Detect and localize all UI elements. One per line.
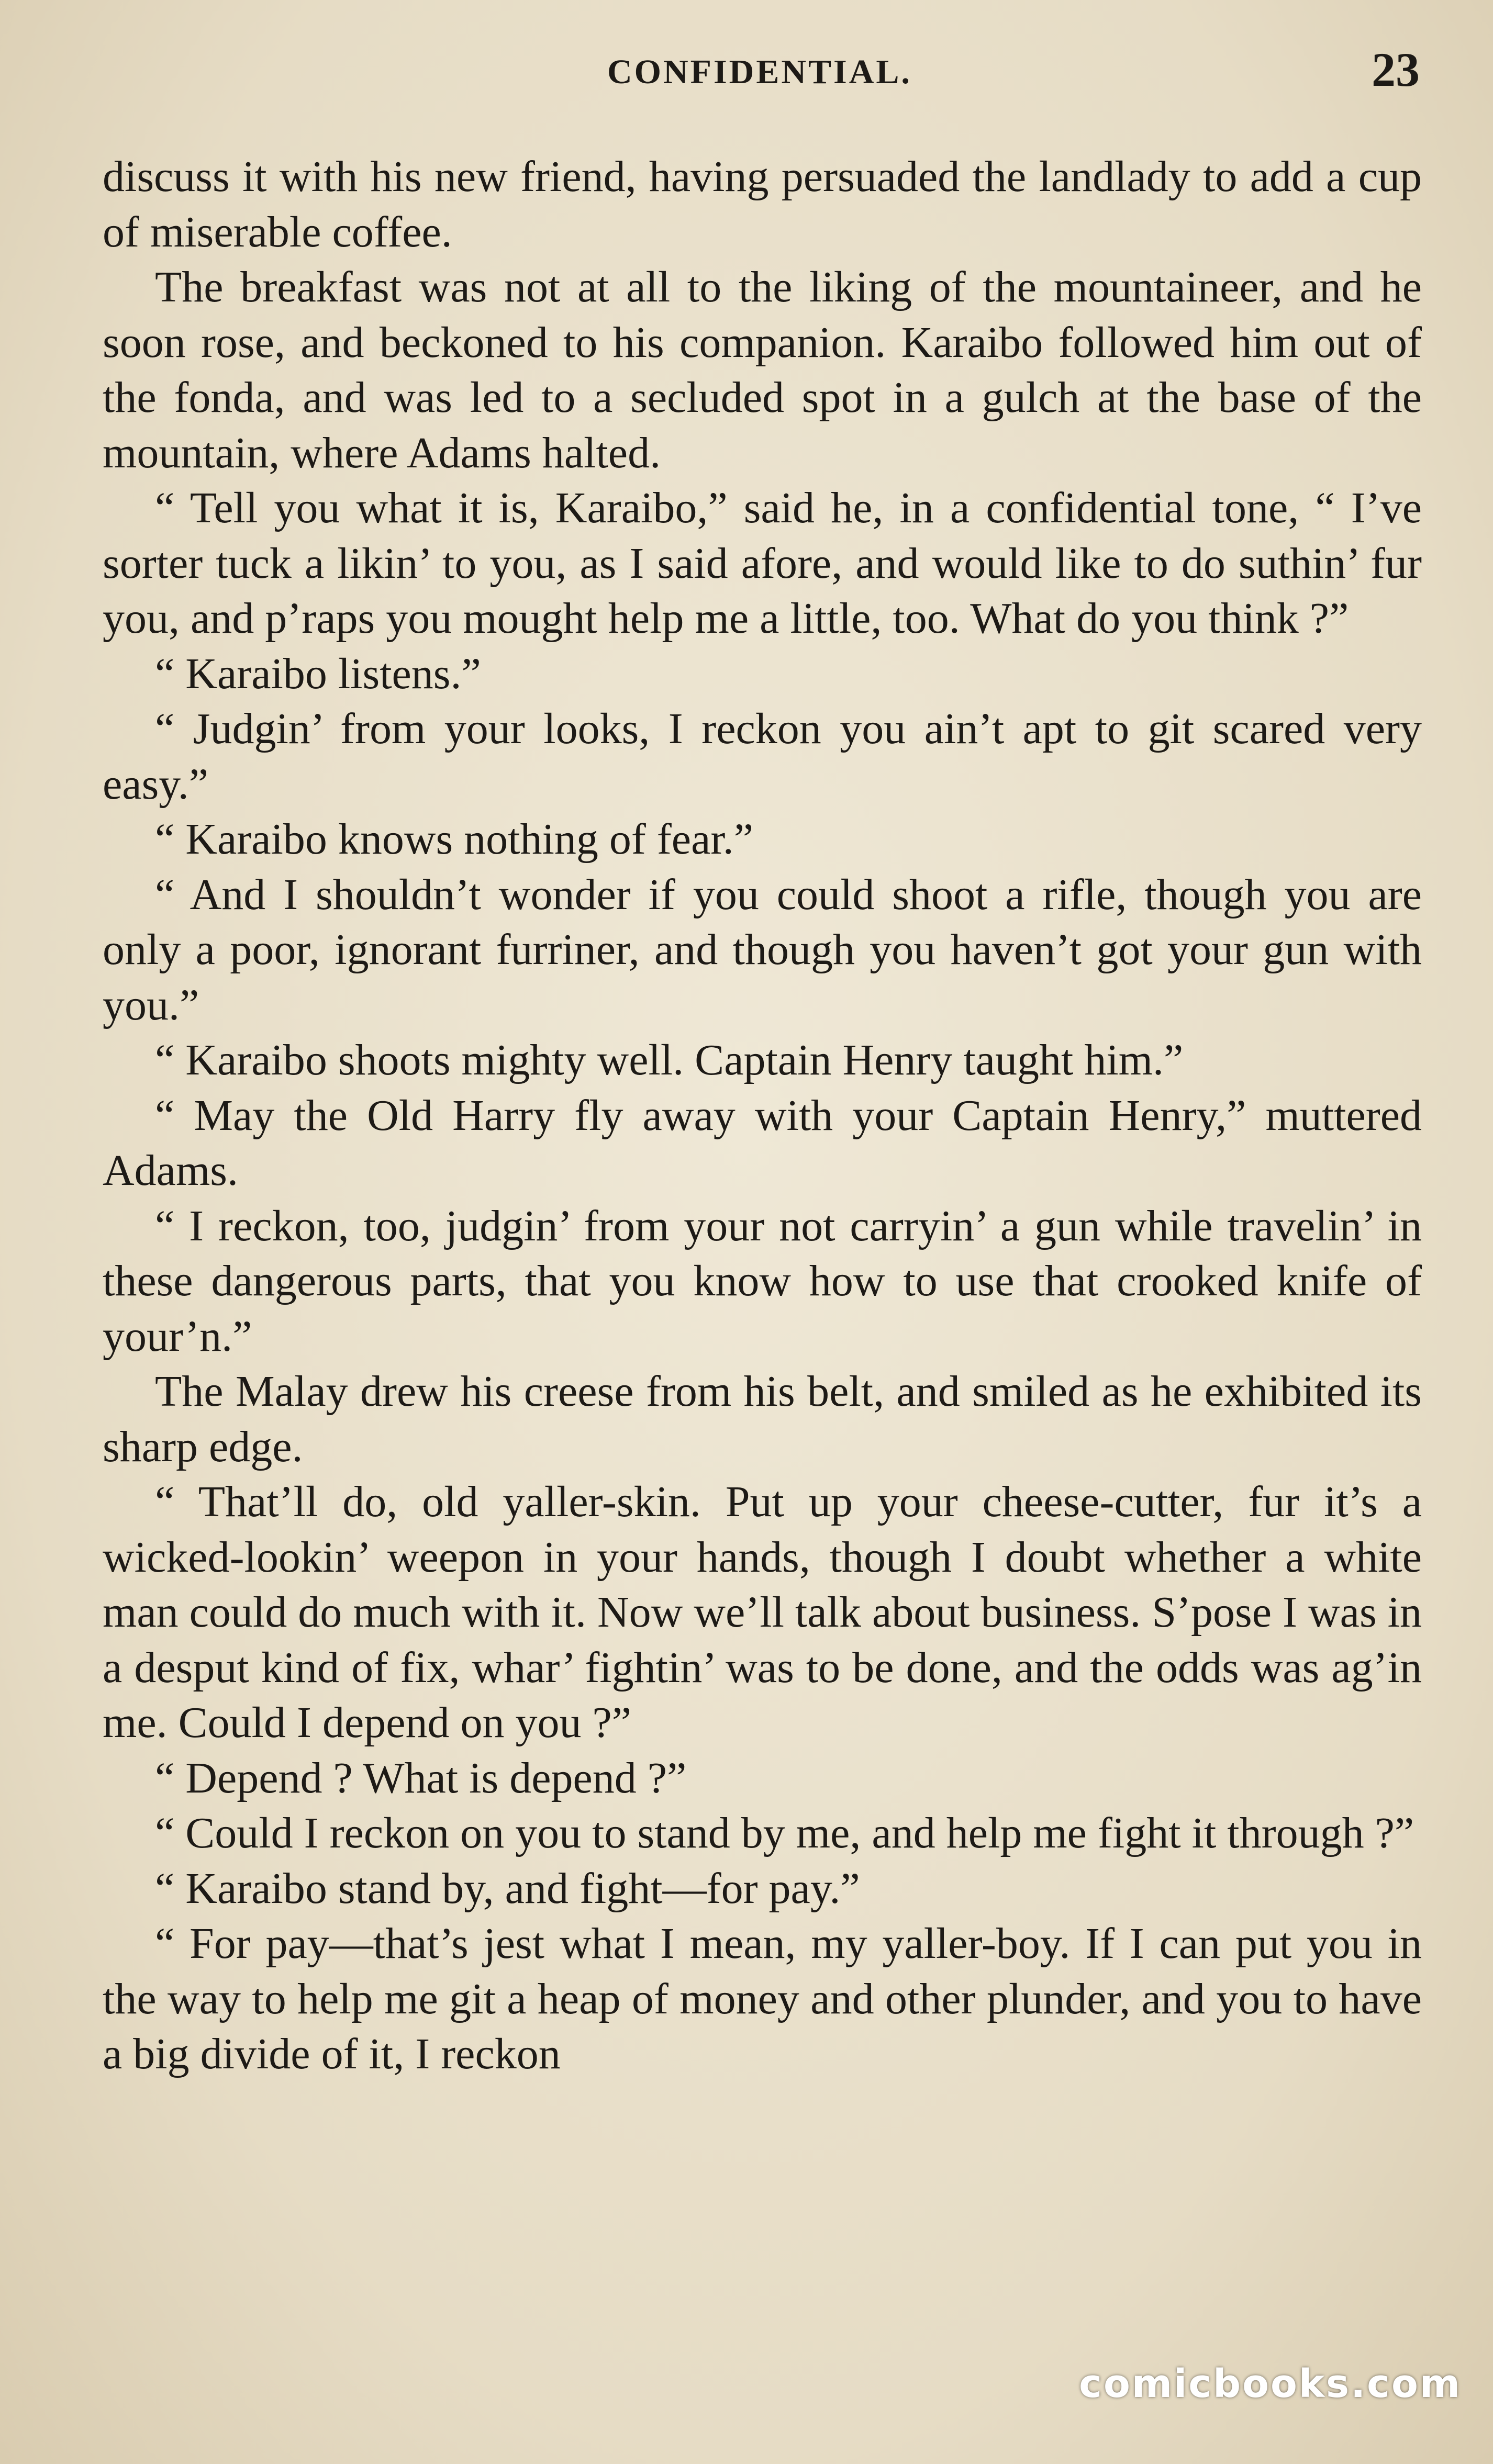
page-header bbox=[0, 31, 1493, 105]
running-head: CONFIDENTIAL. bbox=[607, 53, 912, 91]
paragraph: discuss it with his new friend, having persuaded the landlady to add a cup of miserable coffee. bbox=[103, 152, 1422, 256]
paragraph: “ Karaibo listens.” bbox=[155, 649, 481, 698]
paragraph: “ And I shouldn’t wonder if you could shoot a rifle, though you are only a poor, ignorant furriner, and though you haven’t got your gun with you.” bbox=[103, 870, 1422, 1029]
paragraph: “ Karaibo shoots mighty well. Captain Henry taught him.” bbox=[155, 1036, 1184, 1084]
paragraph: “ For pay—that’s jest what I mean, my yaller-boy. If I can put you in the way to help me git a heap of money and other plunder, and you to have a big divide of it, I reckon bbox=[103, 1919, 1422, 2078]
page-number: 23 bbox=[1372, 43, 1420, 96]
paragraph: “ Karaibo knows nothing of fear.” bbox=[155, 815, 753, 864]
paragraph: “ That’ll do, old yaller-skin. Put up your cheese-cutter, fur it’s a wicked-lookin’ weepon in your hands, though I doubt whether a white man could do much with it. Now we’ll talk about business. S’pose I was in a desput kind of fix, whar’ fightin’ was to be done, and the odds was ag’in me. Could I depend on you ?” bbox=[103, 1477, 1422, 1747]
paragraph: “ May the Old Harry fly away with your Captain Henry,” muttered Adams. bbox=[103, 1091, 1422, 1195]
paragraph: “ Karaibo stand by, and fight—for pay.” bbox=[155, 1864, 860, 1913]
paragraph: “ Depend ? What is depend ?” bbox=[155, 1753, 687, 1802]
paragraph: “ I reckon, too, judgin’ from your not carryin’ a gun while travelin’ in these dangerous parts, that you know how to use that crooked knife of your’n.” bbox=[103, 1201, 1422, 1361]
paragraph: The Malay drew his creese from his belt, and smiled as he exhibited its sharp edge. bbox=[103, 1367, 1422, 1471]
paragraph: “ Judgin’ from your looks, I reckon you ain’t apt to git scared very easy.” bbox=[103, 704, 1422, 809]
paragraph: “ Could I reckon on you to stand by me, and help me fight it through ?” bbox=[155, 1809, 1414, 1857]
body-text bbox=[103, 149, 1422, 2082]
watermark: comicbooks.com bbox=[1079, 2361, 1462, 2406]
paragraph: “ Tell you what it is, Karaibo,” said he, in a confidential tone, “ I’ve sorter tuck a likin’ to you, as I said afore, and would like to do suthin’ fur you, and p’raps you mought help me a little, too. What do you think ?” bbox=[103, 484, 1422, 643]
paragraph: The breakfast was not at all to the liking of the mountaineer, and he soon rose, and beckoned to his companion. Karaibo followed him out of the fonda, and was led to a secluded spot in a gulch at the base of the mountain, where Adams halted. bbox=[103, 263, 1422, 477]
